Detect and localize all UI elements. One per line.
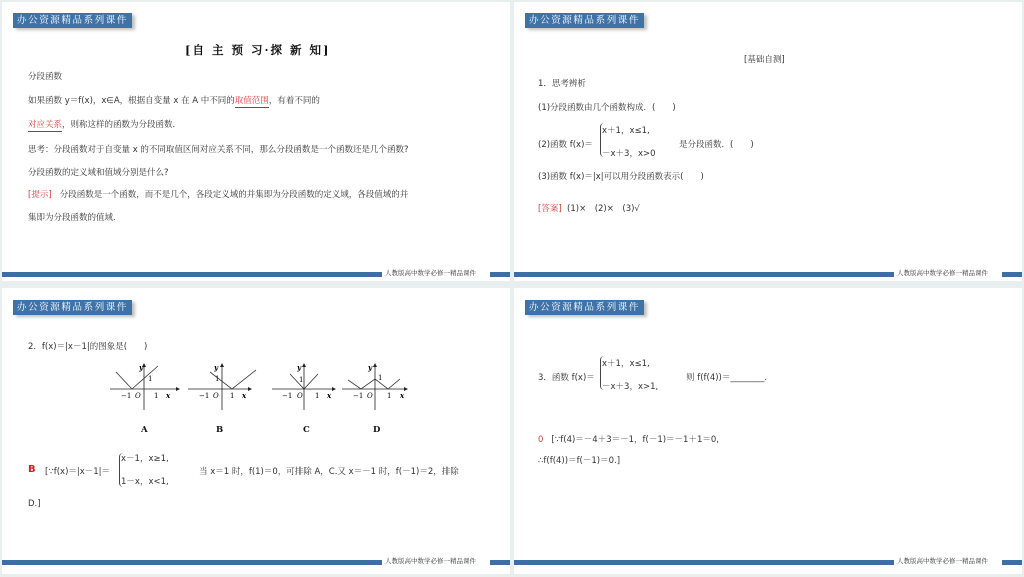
answer-line xyxy=(538,202,640,214)
svg-text:1: 1 xyxy=(215,375,220,383)
definition-line-1 xyxy=(28,94,320,106)
hint-text: 分段函数是一个函数，而不是几个，各段定义域的并集即为分段函数的定义域，各段值域的并 xyxy=(59,190,409,200)
answer-label: [答案] xyxy=(538,204,562,214)
blank-value-range: 取值范围 xyxy=(234,96,269,106)
slide-3[interactable] xyxy=(2,288,510,574)
svg-text:1: 1 xyxy=(378,374,383,382)
solution-text-1: [∵f(4)＝－4＋3＝－1，f(－1)＝－1＋1＝0, xyxy=(551,435,719,445)
question-3-case-1: x＋1，x≤1, xyxy=(602,359,650,369)
hint-line-1 xyxy=(28,188,408,200)
option-a-label: A xyxy=(141,425,148,435)
svg-text:x: x xyxy=(400,391,405,400)
svg-text:1: 1 xyxy=(148,375,153,383)
footer-bar-left xyxy=(2,272,382,277)
footer xyxy=(2,269,510,278)
footer-label: 人教版高中数学必修一精品课件 xyxy=(385,557,476,565)
svg-text:−1: −1 xyxy=(282,392,293,400)
definition-line-2 xyxy=(28,118,181,130)
item2-case-2: －x＋3，x>0 xyxy=(602,149,656,159)
item2-case-1: x＋1，x≤1, xyxy=(602,126,650,136)
question-3-case-2: －x＋3，x>1, xyxy=(602,382,659,392)
slide-4[interactable] xyxy=(514,288,1022,574)
footer-label: 人教版高中数学必修一精品课件 xyxy=(385,269,476,277)
section-title: [基础自测] xyxy=(744,55,785,65)
svg-text:y: y xyxy=(214,363,219,372)
slide-2[interactable] xyxy=(514,2,1022,281)
solution-prefix: [∵f(x)＝|x－1|＝ xyxy=(45,467,111,477)
footer xyxy=(2,557,510,566)
footer-bar-left xyxy=(514,560,894,565)
slide-1[interactable] xyxy=(2,2,510,281)
solution-case-1: x－1，x≥1, xyxy=(121,454,169,464)
footer-bar-right xyxy=(490,560,510,565)
definition-text-suffix: ，有着不同的 xyxy=(268,96,320,106)
section-heading: 分段函数 xyxy=(28,72,63,82)
footer-bar-right xyxy=(490,272,510,277)
answer-value: 0 xyxy=(538,435,544,445)
svg-text:−1: −1 xyxy=(199,392,210,400)
series-tag: 办公资源精品系列课件 xyxy=(13,300,132,315)
hint-label: [提示] xyxy=(28,190,52,200)
graph-option-a[interactable] xyxy=(110,362,180,410)
footer-bar-right xyxy=(1002,272,1022,277)
answer-text: (1)× (2)× (3)√ xyxy=(567,204,640,214)
svg-text:O: O xyxy=(367,392,373,400)
svg-text:1: 1 xyxy=(154,392,159,400)
series-tag: 办公资源精品系列课件 xyxy=(13,13,132,28)
svg-text:x: x xyxy=(327,391,332,400)
option-d-label: D xyxy=(373,425,381,435)
graph-option-d[interactable] xyxy=(342,362,412,410)
svg-text:O: O xyxy=(297,392,303,400)
svg-text:1: 1 xyxy=(387,392,392,400)
question-heading: 1．思考辨析 xyxy=(538,79,586,89)
solution-line-1 xyxy=(538,433,719,445)
question-3-prefix: 3．函数 f(x)＝ xyxy=(538,373,595,383)
svg-text:x: x xyxy=(166,391,171,400)
footer-bar-right xyxy=(1002,560,1022,565)
graph-option-b[interactable] xyxy=(188,362,258,410)
svg-text:1: 1 xyxy=(315,392,320,400)
definition-text: 如果函数 y＝f(x)，x∈A，根据自变量 x 在 A 中不同的 xyxy=(28,96,235,106)
definition-text-end: ，则称这样的函数为分段函数． xyxy=(62,120,182,130)
svg-text:1: 1 xyxy=(299,376,304,384)
footer-bar-left xyxy=(514,272,894,277)
think-line-1: 思考：分段函数对于自变量 x 的不同取值区间对应关系不同，那么分段函数是一个函数还是几个函数? xyxy=(28,145,409,155)
svg-text:−1: −1 xyxy=(121,392,132,400)
option-b-label: B xyxy=(216,425,224,435)
slide-title: [自 主 预 习·探 新 知] xyxy=(185,43,331,57)
option-c-label: C xyxy=(303,425,310,435)
blank-correspondence: 对应关系 xyxy=(28,120,63,130)
solution-case-2: 1－x，x<1, xyxy=(121,477,169,487)
solution-text: 当 x＝1 时，f(1)＝0，可排除 A，C.又 x＝－1 时，f(－1)＝2，排除 xyxy=(199,467,459,477)
svg-text:−1: −1 xyxy=(353,392,364,400)
answer-letter: B xyxy=(28,464,36,475)
svg-text:O: O xyxy=(135,392,141,400)
svg-text:x: x xyxy=(242,391,247,400)
think-line-2: 分段函数的定义域和值域分别是什么? xyxy=(28,168,169,178)
footer xyxy=(514,557,1022,566)
judge-item-1: (1)分段函数由几个函数构成．( ) xyxy=(538,103,676,113)
svg-text:y: y xyxy=(368,363,373,372)
svg-text:y: y xyxy=(139,363,144,372)
judge-item-3: (3)函数 f(x)＝|x|可以用分段函数表示( ) xyxy=(538,172,704,182)
series-tag: 办公资源精品系列课件 xyxy=(525,300,644,315)
graph-option-c[interactable] xyxy=(272,362,342,410)
footer-label: 人教版高中数学必修一精品课件 xyxy=(897,269,988,277)
footer xyxy=(514,269,1022,278)
svg-text:y: y xyxy=(297,363,302,372)
series-tag: 办公资源精品系列课件 xyxy=(525,13,644,28)
question-3-suffix: 则 f(f(4))＝________. xyxy=(686,373,768,383)
item2-prefix: (2)函数 f(x)＝ xyxy=(538,140,593,150)
footer-bar-left xyxy=(2,560,382,565)
svg-text:O: O xyxy=(213,392,219,400)
solution-line-2: ∴f(f(4))＝f(－1)＝0.] xyxy=(538,456,621,466)
svg-text:1: 1 xyxy=(230,392,235,400)
footer-label: 人教版高中数学必修一精品课件 xyxy=(897,557,988,565)
hint-line-2: 集即为分段函数的值域． xyxy=(28,213,122,223)
question-2: 2．f(x)＝|x－1|的图象是( ) xyxy=(28,342,148,352)
item2-suffix: 是分段函数．( ) xyxy=(679,140,754,150)
solution-end: D.] xyxy=(28,499,41,509)
